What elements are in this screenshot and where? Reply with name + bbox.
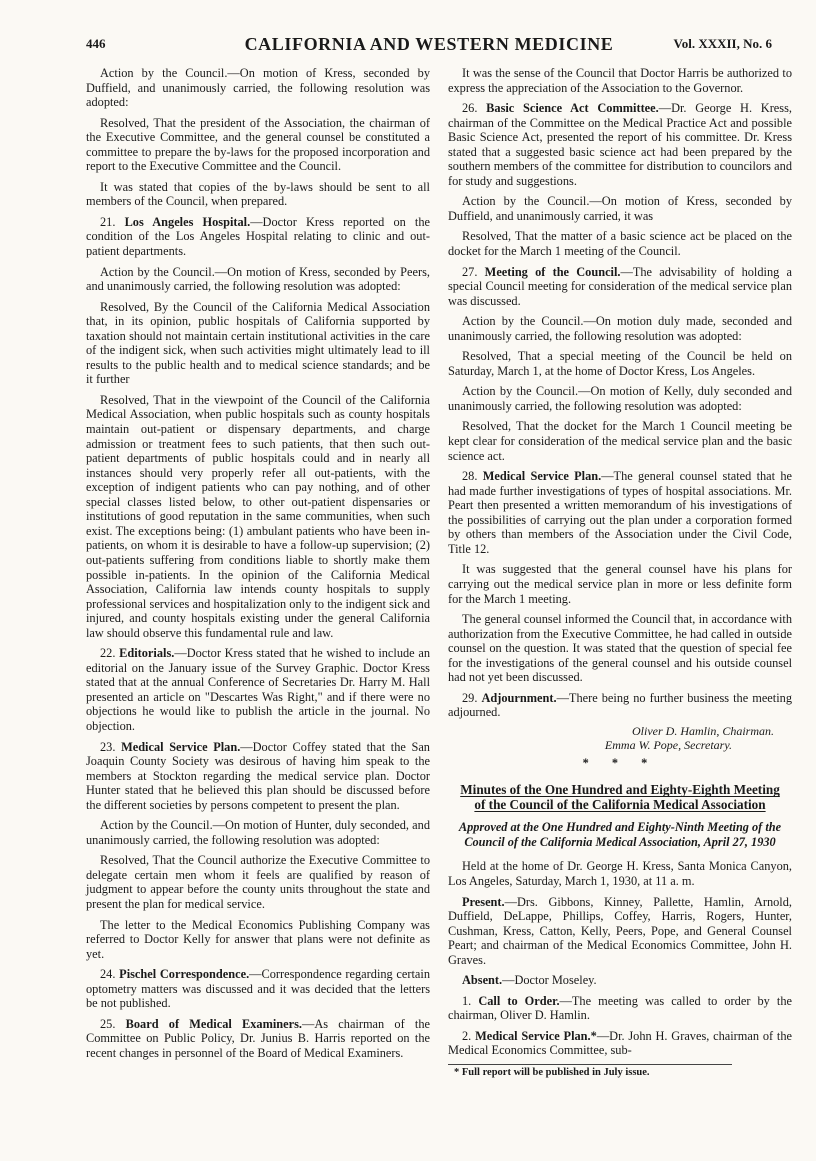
page-header — [86, 34, 772, 56]
section-heading: Editorials. — [119, 646, 175, 661]
minutes-item-1: 1. Call to Order.—The meeting was called to order by the chairman, Oliver D. Hamlin. — [448, 993, 792, 1023]
paragraph: Action by the Council.—On motion of Kelly, duly seconded and unanimously carried, the following resolution was adopted: — [448, 384, 792, 413]
paragraph: Held at the home of Dr. George H. Kress, Santa Monica Canyon, Los Angeles, Saturday, March 1, 1930, at 11 a. m. — [448, 859, 792, 888]
section-29: 29. Adjournment.—There being no further business the meeting adjourned. — [448, 690, 792, 720]
section-divider: * * * — [582, 755, 658, 770]
minutes-item-2: 2. Medical Service Plan.*—Dr. John H. Graves, chairman of the Medical Economics Committee, sub- — [448, 1028, 792, 1058]
section-heading: Medical Service Plan. — [482, 469, 602, 484]
section-heading: Medical Service Plan.* — [475, 1028, 597, 1043]
section-22: 22. Editorials.—Doctor Kress stated that he wished to include an editorial on the January issue of the Survey Graphic. Doctor Kress stated that at the annual Conference of Secretaries Dr. Harry M. Hall presented an article on "Descartes Was Right," and if there were no objections he would like to publish the article in the journal. No objection. — [86, 646, 430, 733]
present-list: Present.—Drs. Gibbons, Kinney, Pallette, Hamlin, Arnold, Duffield, DeLappe, Phillips, Coffey, Harris, Rogers, Hunter, Cushman, Kress, Catton, Kelly, Peers, Pope, and General Counsel Peart; and chairman of the Medical Economics Committee, John H. Graves. — [448, 894, 792, 967]
section-heading: Basic Science Act Committee. — [486, 101, 659, 116]
secretary-signature: Emma W. Pope, Secretary. — [604, 737, 732, 752]
absent-list: Absent.—Doctor Moseley. — [462, 973, 597, 988]
footnote: * Full report will be published in July issue. — [454, 1066, 650, 1078]
paragraph: It was stated that copies of the by-laws should be sent to all members of the Council, when prepared. — [86, 179, 430, 209]
paragraph: Resolved, That the matter of a basic science act be placed on the docket for the March 1 meeting of the Council. — [448, 229, 792, 259]
journal-title: CALIFORNIA AND WESTERN MEDICINE — [244, 34, 614, 54]
section-heading: Absent. — [462, 973, 503, 988]
paragraph: Action by the Council.—On motion duly made, seconded and unanimously carried, the following resolution was adopted: — [448, 314, 792, 343]
paragraph: Resolved, That the president of the Association, the chairman of the Executive Committee, and the general counsel be constituted a committee to prepare the by-laws for the proposed incorporation and report to the Executive Committee and the Council. — [86, 115, 430, 174]
chairman-signature: Oliver D. Hamlin, Chairman. — [632, 723, 774, 738]
section-heading: Adjournment. — [481, 690, 557, 705]
paragraph: It was the sense of the Council that Doctor Harris be authorized to express the appreciation of the Association to the Governor. — [448, 66, 792, 95]
paragraph: The general counsel informed the Council that, in accordance with authorization from the Executive Committee, he had called in outside counsel on the question. It was stated that the question of special fee for the investigations of the general counsel and his outside counsel had not yet been discussed. — [448, 612, 792, 685]
section-28: 28. Medical Service Plan.—The general counsel stated that he had made further investigations of types of hospital associations. Mr. Peart then presented a written memorandum of his investigations of the possibilities of carrying out the plan under a corporation formed by others than members of the Association under the Civil Code, Title 12. — [448, 469, 792, 556]
volume-issue: Vol. XXXII, No. 6 — [673, 36, 772, 51]
section-27: 27. Meeting of the Council.—The advisability of holding a special Council meeting for consideration of the medical service plan was discussed. — [448, 264, 792, 308]
right-column — [448, 66, 792, 1079]
minutes-title: Minutes of the One Hundred and Eighty-Eighth Meeting of the Council of the California Medical Association — [460, 782, 780, 813]
section-heading: Call to Order. — [478, 993, 560, 1008]
paragraph: Action by the Council.—On motion of Kress, seconded by Peers, and unanimously carried, the following resolution was adopted: — [86, 264, 430, 294]
paragraph: Action by the Council.—On motion of Kress, seconded by Duffield, and unanimously carried, it was — [448, 194, 792, 223]
paragraph: Resolved, That the docket for the March 1 Council meeting be kept clear for consideration of the medical service plan and the basic science act. — [448, 419, 792, 463]
section-heading: Present. — [462, 894, 505, 909]
paragraph: It was suggested that the general counsel have his plans for carrying out the medical service plan in more or less definite form for the March 1 meeting. — [448, 562, 792, 606]
section-21: 21. Los Angeles Hospital.—Doctor Kress reported on the condition of the Los Angeles Hospital relating to clinic and out-patient departments. — [86, 214, 430, 259]
paragraph: The letter to the Medical Economics Publishing Company was referred to Doctor Kelly for answer that plans were not definite as yet. — [86, 917, 430, 961]
paragraph: Resolved, That the Council authorize the Executive Committee to delegate certain men whom it feels are qualified by reason of judgment to appear before the county units throughout the state and present the plan for medical service. — [86, 853, 430, 911]
section-24: 24. Pischel Correspondence.—Correspondence regarding certain optometry matters was discussed and it was decided that the letters be not published. — [86, 967, 430, 1011]
paragraph: Action by the Council.—On motion of Kress, seconded by Duffield, and unanimously carried, the following resolution was adopted: — [86, 66, 430, 110]
approval-note: Approved at the One Hundred and Eighty-Ninth Meeting of the Council of the California Medical Association, April 27, 1930 — [458, 820, 782, 849]
section-heading: Board of Medical Examiners. — [125, 1016, 303, 1031]
footnote-rule — [448, 1064, 732, 1065]
paragraph: Action by the Council.—On motion of Hunter, duly seconded, and unanimously carried, the following resolution was adopted: — [86, 818, 430, 847]
section-26: 26. Basic Science Act Committee.—Dr. George H. Kress, chairman of the Committee on the Medical Practice Act and possible Basic Science Act, presented the report of his committee. Dr. Kress stated that a suggested basic science act had been prepared by the southern members of the committee for distribution to councilors and for study and suggestions. — [448, 101, 792, 188]
section-heading: Los Angeles Hospital. — [124, 214, 251, 229]
section-heading: Meeting of the Council. — [484, 264, 621, 279]
signature-block — [448, 724, 792, 752]
paragraph: Resolved, That in the viewpoint of the Council of the California Medical Association, when public hospitals such as county hospitals maintain out-patient or dispensary departments, and charge admission or treatment fees to such patients, that then such out-patient departments of public hospitals could and in nearly all instances should very properly refer all out-patients, with the exception of indigent patients who can pay nothing, and of other special classes listed below, to other out-patient dispensaries or institutions of good reputation in the same communities, when such exist. The exceptions being: (1) ambulant patients who have been in-patients, on whom it is desirable to have a follow-up supervision; (2) out-patients suffering from conditions liable to shortly make them possible in-patients. In the opinion of the California Medical Association, California law intends county hospitals to supply professional services and hospitalization only to the indigent sick and injured, and county hospitals existing under the general California law should observe this fundamental rule and law. — [86, 392, 430, 640]
section-23: 23. Medical Service Plan.—Doctor Coffey stated that the San Joaquin County Society was desirous of having him speak to the members at Stockton regarding the medical service plan. Doctor Hunter stated that he believed this plan should be discussed before the different societies by persons competent to present the plan. — [86, 739, 430, 812]
section-heading: Pischel Correspondence. — [119, 967, 250, 982]
page-number: 446 — [86, 36, 106, 51]
left-column — [86, 66, 430, 1066]
section-25: 25. Board of Medical Examiners.—As chairman of the Committee on Public Policy, Dr. Junius B. Harris reported on the recent changes in personnel of the Board of Medical Examiners. — [86, 1016, 431, 1060]
paragraph: Resolved, That a special meeting of the Council be held on Saturday, March 1, at the home of Doctor Kress, Los Angeles. — [448, 349, 792, 378]
paragraph: Resolved, By the Council of the California Medical Association that, in its opinion, public hospitals of California supported by taxation should not maintain certain institutional activities in the care of the indigent sick, when such activities might ultimately lead to ill results to the public health and to medical science standards; and be it further — [86, 299, 430, 387]
section-heading: Medical Service Plan. — [121, 739, 241, 754]
